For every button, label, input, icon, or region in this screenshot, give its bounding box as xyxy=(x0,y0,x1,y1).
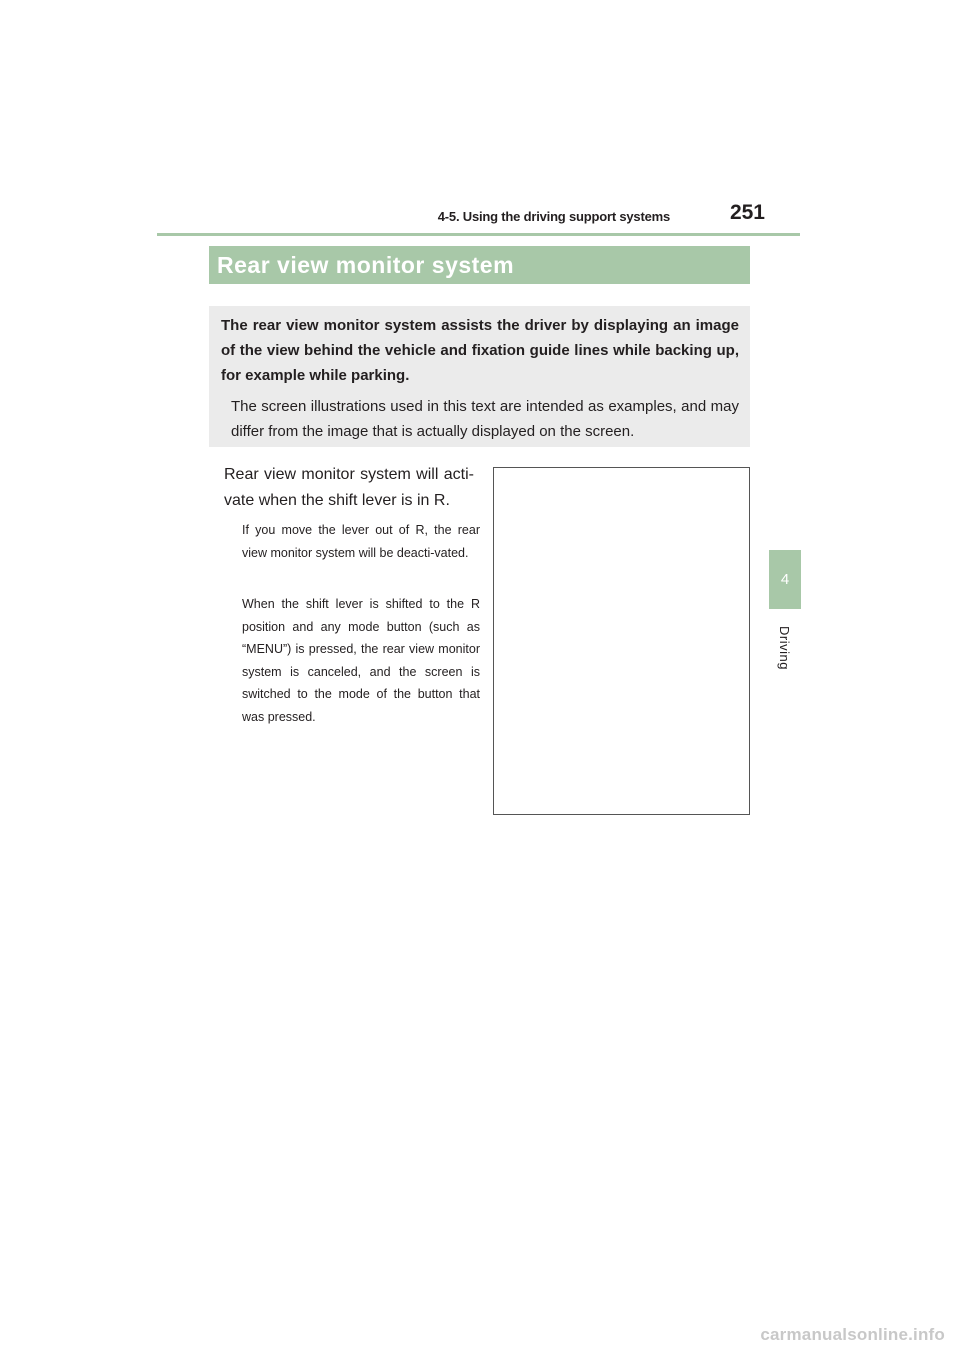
note-paragraph-1: If you move the lever out of R, the rear view monitor system will be deacti-vated. xyxy=(242,523,480,560)
note-paragraph-2: When the shift lever is shifted to the R position and any mode button (such as “MENU”) is pressed, the rear view monitor system is canceled, and the screen is switched to the mode of the button that was pressed. xyxy=(242,597,480,724)
page-number: 251 xyxy=(729,201,765,224)
watermark: carmanualsonline.info xyxy=(760,1325,945,1344)
chapter-tab[interactable] xyxy=(769,550,801,609)
intro-box xyxy=(209,306,750,447)
intro-bold-text: The rear view monitor system assists the driver by displaying an image of the view behind the vehicle and fixation guide lines while backing up, for example while parking. xyxy=(221,317,739,384)
title-band xyxy=(209,246,750,284)
header-rule xyxy=(157,233,800,236)
page-title: Rear view monitor system xyxy=(217,251,515,278)
chapter-label: Driving xyxy=(777,626,792,670)
main-text: Rear view monitor system will acti-vate when the shift lever is in R. xyxy=(224,466,474,509)
intro-note: The screen illustrations used in this text are intended as examples, and may differ from the image that is actually displayed on the screen. xyxy=(231,398,739,440)
header-section: 4-5. Using the driving support systems xyxy=(437,209,670,224)
illustration-frame xyxy=(493,467,750,815)
chapter-number: 4 xyxy=(780,571,790,588)
